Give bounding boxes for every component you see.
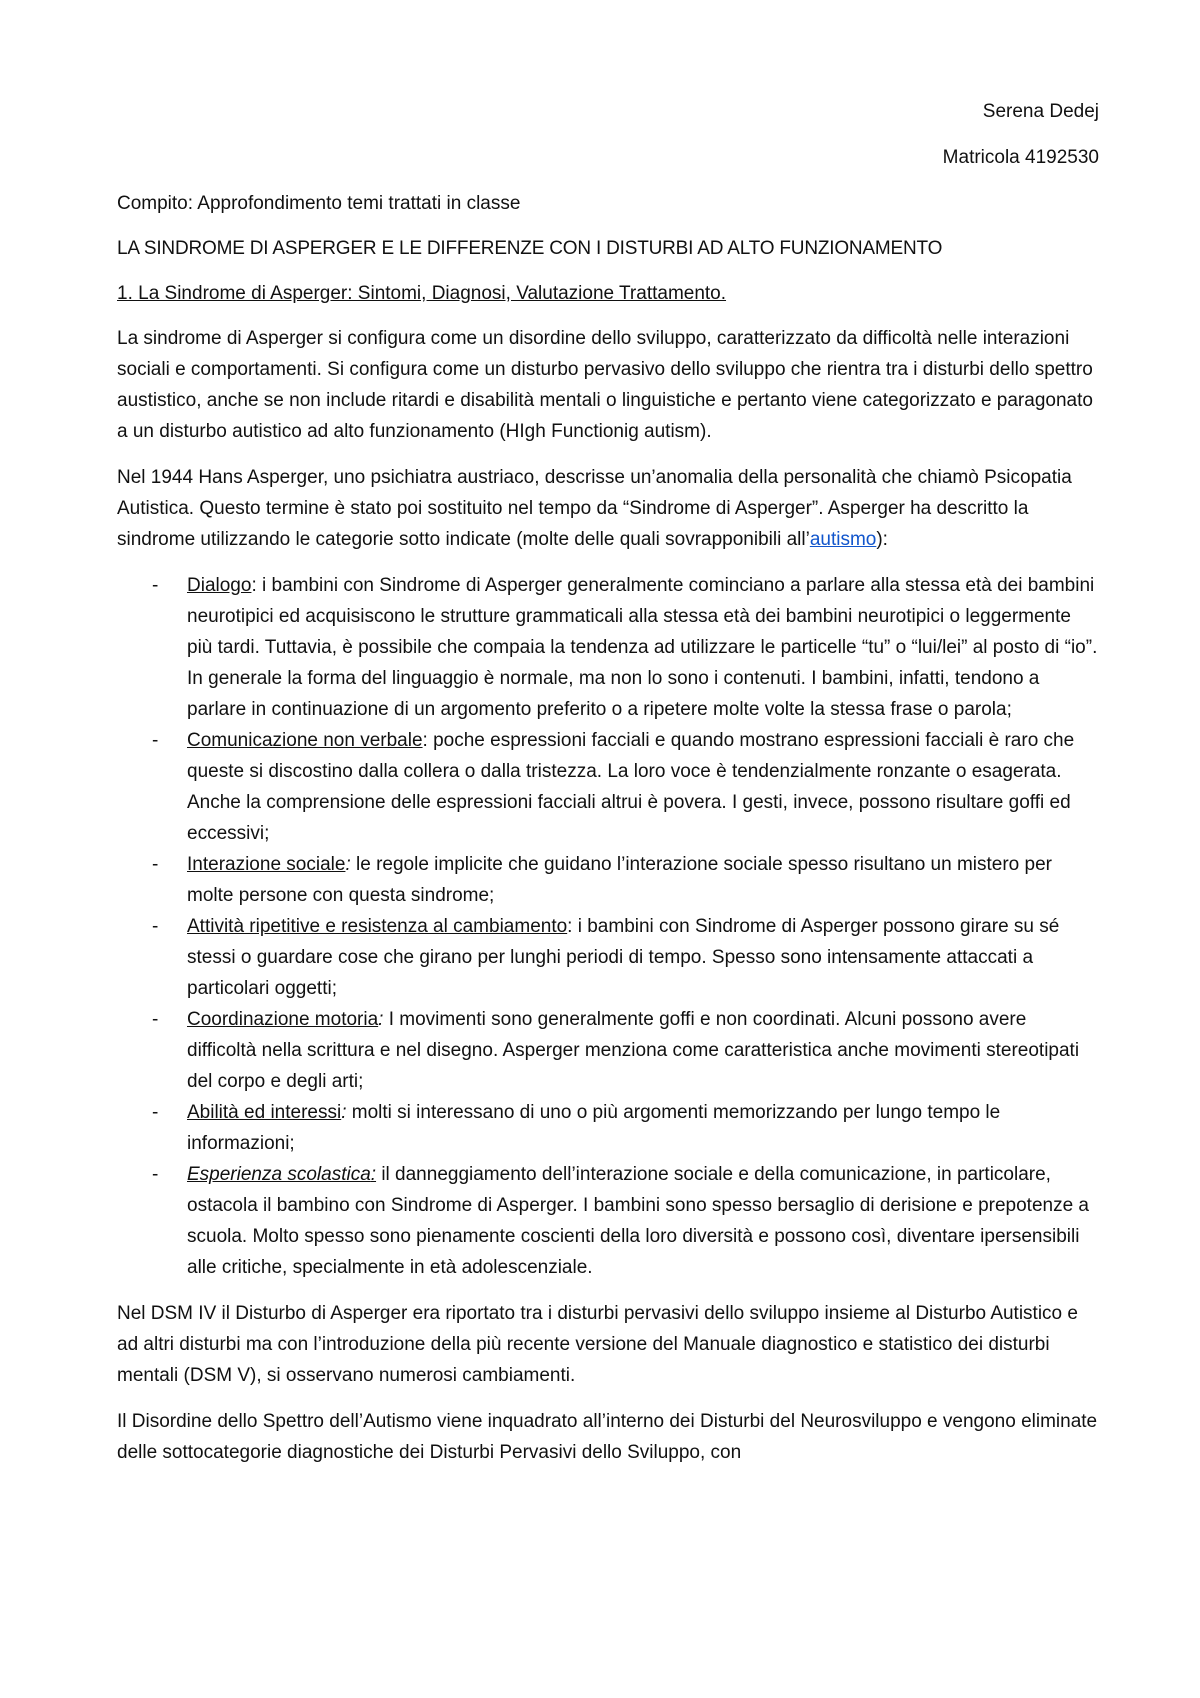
bullet-dash: -: [152, 916, 159, 937]
item-text: i bambini con Sindrome di Asperger possono girare su sé stessi o guardare cose che girano per lunghi periodi di tempo. Spesso sono intensamente attaccati a particolari oggetti;: [187, 916, 1060, 999]
history-text-end: ):: [876, 529, 888, 550]
bullet-dash: -: [152, 1102, 159, 1123]
document-title: LA SINDROME DI ASPERGER E LE DIFFERENZE CON I DISTURBI AD ALTO FUNZIONAMENTO: [117, 238, 943, 259]
student-id: Matricola 4192530: [942, 147, 1099, 168]
list-item: [152, 570, 1099, 725]
item-separator: :: [422, 730, 428, 751]
item-term: Esperienza scolastica: [187, 1164, 371, 1185]
dsm-paragraph: Nel DSM IV il Disturbo di Asperger era riportato tra i disturbi pervasivi dello sviluppo insieme al Disturbo Autistico e ad altri disturbi ma con l’introduzione della più recente versione del Manuale diagnostico e statistico dei disturbi mentali (DSM V), si osservano numerosi cambiamenti.: [117, 1303, 1078, 1386]
spectrum-paragraph: Il Disordine dello Spettro dell’Autismo viene inquadrato all’interno dei Disturbi del Neurosviluppo e vengono eliminate delle sottocategorie diagnostiche dei Disturbi Pervasivi dello Sviluppo, con: [117, 1411, 1098, 1463]
item-term: Attività ripetitive e resistenza al cambiamento: [187, 916, 568, 937]
list-item: [152, 1004, 1099, 1097]
author-name: Serena Dedej: [982, 101, 1099, 122]
item-text: le regole implicite che guidano l’interazione sociale spesso risultano un mistero per molte persone con questa sindrome;: [187, 854, 1052, 906]
item-term: Coordinazione motoria: [187, 1009, 379, 1030]
assignment-title: Approfondimento temi trattati in classe: [197, 193, 521, 214]
item-separator: :: [251, 575, 257, 596]
item-text: molti si interessano di uno o più argomenti memorizzando per lungo tempo le informazioni;: [187, 1102, 1001, 1154]
autismo-link[interactable]: autismo: [809, 529, 877, 550]
item-separator: :: [567, 916, 573, 937]
item-text: poche espressioni facciali e quando mostrano espressioni facciali è raro che queste si discostino dalla collera o dalla tristezza. La loro voce è tendenzialmente ronzante o esagerata. Anche la comprensione delle espressioni facciali altrui è povera. I gesti, invece, possono risultare goffi ed eccessivi;: [187, 730, 1075, 844]
intro-paragraph: La sindrome di Asperger si configura come un disordine dello sviluppo, caratterizzato da difficoltà nelle interazioni sociali e comportamenti. Si configura come un disturbo pervasivo dello sviluppo che rientra tra i disturbi dello spettro austistico, anche se non include ritardi e disabilità mentali o linguistiche e pertanto viene categorizzato e paragonato a un disturbo autistico ad alto funzionamento (HIgh Functionig autism).: [117, 328, 1093, 442]
bullet-dash: -: [152, 1164, 159, 1185]
bullet-dash: -: [152, 730, 159, 751]
item-term: Interazione sociale: [187, 854, 346, 875]
list-item: [152, 911, 1099, 1004]
bullet-dash: -: [152, 854, 159, 875]
list-item: [152, 725, 1099, 849]
bullet-dash: -: [152, 1009, 159, 1030]
section-heading: 1. La Sindrome di Asperger: Sintomi, Diagnosi, Valutazione Trattamento.: [117, 283, 727, 304]
item-separator: :: [341, 1102, 347, 1123]
item-separator: :: [345, 854, 351, 875]
item-text: il danneggiamento dell’interazione sociale e della comunicazione, in particolare, ostacola il bambino con Sindrome di Asperger. I bambini sono spesso bersaglio di derisione e prepotenze a scuola. Molto spesso sono pienamente coscienti della loro diversità e possono così, diventare ipersensibili alle critiche, specialmente in età adolescenziale.: [187, 1164, 1089, 1278]
history-text: Nel 1944 Hans Asperger, uno psichiatra austriaco, descrisse un’anomalia della personalità che chiamò Psicopatia Autistica. Questo termine è stato poi sostituito nel tempo da “Sindrome di Asperger”. Asperger ha descritto la sindrome utilizzando le categorie sotto indicate (molte delle quali sovrapponibili all’: [117, 467, 1072, 550]
item-separator: :: [378, 1009, 384, 1030]
bullet-dash: -: [152, 575, 159, 596]
list-item: [152, 1159, 1099, 1283]
list-item: [152, 849, 1099, 911]
item-text: i bambini con Sindrome di Asperger generalmente cominciano a parlare alla stessa età dei bambini neurotipici ed acquisiscono le strutture grammaticali alla stessa età dei bambini neurotipici o leggermente più tardi. Tuttavia, è possibile che compaia la tendenza ad utilizzare le particelle “tu” o “lui/lei” al posto di “io”. In generale la forma del linguaggio è normale, ma non lo sono i contenuti. I bambini, infatti, tendono a parlare in continuazione di un argomento preferito o a ripetere molte volte la stessa frase o parola;: [187, 575, 1098, 720]
assignment-line: [117, 188, 1099, 219]
history-paragraph: [117, 462, 1099, 555]
document-body: [117, 96, 1099, 1483]
feature-list: [117, 570, 1099, 1283]
item-text: I movimenti sono generalmente goffi e non coordinati. Alcuni possono avere difficoltà nella scrittura e nel disegno. Asperger menziona come caratteristica anche movimenti stereotipati del corpo e degli arti;: [187, 1009, 1080, 1092]
item-separator: :: [370, 1164, 377, 1185]
item-term: Abilità ed interessi: [187, 1102, 342, 1123]
item-term: Comunicazione non verbale: [187, 730, 423, 751]
item-term: Dialogo: [187, 575, 252, 596]
assignment-label: Compito:: [117, 193, 194, 214]
list-item: [152, 1097, 1099, 1159]
